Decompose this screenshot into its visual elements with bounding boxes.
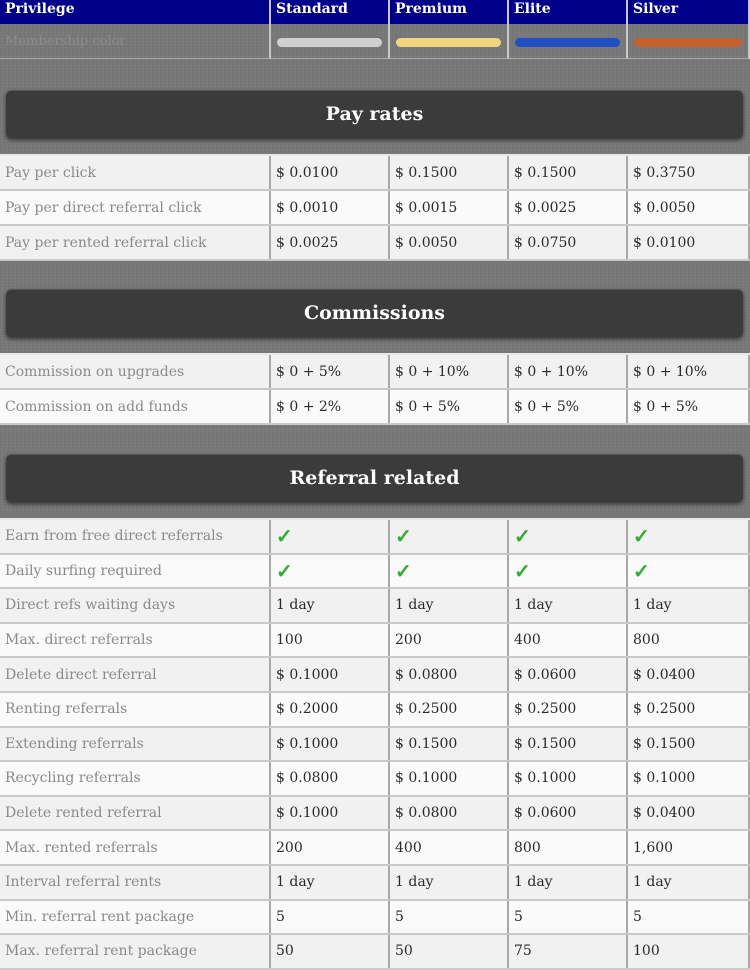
cell-value: $ 0.2500 — [390, 693, 509, 726]
commissions-table — [0, 353, 750, 425]
cell-value: 1 day — [509, 866, 628, 899]
cell-value: 5 — [628, 901, 750, 934]
header-privilege: Privilege — [0, 0, 271, 24]
cell-value: 400 — [390, 831, 509, 864]
cell-value: $ 0.0600 — [509, 797, 628, 830]
cell-value: $ 0.0100 — [271, 156, 390, 189]
table-row — [0, 226, 750, 261]
cell-value: $ 0.1000 — [271, 728, 390, 761]
header-elite: Elite — [509, 0, 628, 24]
cell-value: 5 — [271, 901, 390, 934]
table-row — [0, 762, 750, 797]
referral-related-table — [0, 518, 750, 970]
checkmark-icon: ✓ — [633, 524, 650, 549]
header-premium: Premium — [390, 0, 509, 24]
table-row — [0, 624, 750, 659]
cell-value: 400 — [509, 624, 628, 657]
cell-value: $ 0.1000 — [390, 762, 509, 795]
cell-value: 800 — [509, 831, 628, 864]
row-label: Commission on add funds — [0, 390, 271, 423]
table-row — [0, 901, 750, 936]
section-header-commissions: Commissions — [6, 289, 743, 337]
cell-value: $ 0.1000 — [509, 762, 628, 795]
cell-value — [390, 520, 509, 553]
checkmark-icon: ✓ — [276, 558, 293, 583]
cell-value: $ 0 + 10% — [390, 355, 509, 388]
cell-value: $ 0 + 5% — [390, 390, 509, 423]
row-label: Interval referral rents — [0, 866, 271, 899]
cell-value — [509, 520, 628, 553]
cell-value: $ 0.2000 — [271, 693, 390, 726]
cell-value: 1 day — [271, 866, 390, 899]
cell-value: 1 day — [628, 589, 750, 622]
section-header-referral-related: Referral related — [6, 454, 743, 502]
cell-value: $ 0.1500 — [390, 728, 509, 761]
table-row — [0, 355, 750, 390]
row-label: Extending referrals — [0, 728, 271, 761]
row-label: Direct refs waiting days — [0, 589, 271, 622]
color-swatch-silver — [634, 38, 742, 47]
cell-value: $ 0.0010 — [271, 191, 390, 224]
cell-value: $ 0.2500 — [628, 693, 750, 726]
cell-value: 1 day — [390, 866, 509, 899]
membership-color-label: Membership color — [5, 34, 126, 49]
cell-value — [271, 555, 390, 588]
cell-value: $ 0.0800 — [390, 658, 509, 691]
cell-value: $ 0.1000 — [628, 762, 750, 795]
row-label: Max. rented referrals — [0, 831, 271, 864]
table-row — [0, 728, 750, 763]
cell-value: $ 0.1500 — [509, 156, 628, 189]
cell-value: $ 0 + 10% — [509, 355, 628, 388]
cell-value: $ 0.0050 — [628, 191, 750, 224]
cell-value: 1 day — [628, 866, 750, 899]
cell-value: 800 — [628, 624, 750, 657]
row-label: Min. referral rent package — [0, 901, 271, 934]
cell-value: 5 — [390, 901, 509, 934]
cell-value: 1,600 — [628, 831, 750, 864]
membership-color-row — [0, 24, 750, 59]
membership-color-label-cell — [0, 24, 271, 59]
cell-value — [628, 520, 750, 553]
row-label: Recycling referrals — [0, 762, 271, 795]
cell-value — [509, 555, 628, 588]
row-label: Daily surfing required — [0, 555, 271, 588]
cell-value: $ 0.1500 — [628, 728, 750, 761]
cell-value: $ 0.1500 — [509, 728, 628, 761]
cell-value: $ 0.0025 — [271, 226, 390, 259]
cell-value: 1 day — [390, 589, 509, 622]
table-row — [0, 191, 750, 226]
cell-value: 100 — [271, 624, 390, 657]
checkmark-icon: ✓ — [514, 558, 531, 583]
table-row — [0, 390, 750, 425]
cell-value: $ 0.2500 — [509, 693, 628, 726]
table-row — [0, 156, 750, 191]
cell-value: $ 0 + 5% — [628, 390, 750, 423]
cell-value: 1 day — [271, 589, 390, 622]
cell-value: $ 0 + 5% — [271, 355, 390, 388]
cell-value — [628, 555, 750, 588]
row-label: Pay per click — [0, 156, 271, 189]
cell-value: $ 0.0015 — [390, 191, 509, 224]
cell-value: 200 — [271, 831, 390, 864]
cell-value — [390, 555, 509, 588]
table-row — [0, 693, 750, 728]
checkmark-icon: ✓ — [395, 558, 412, 583]
row-label: Pay per rented referral click — [0, 226, 271, 259]
cell-value: $ 0.0800 — [271, 762, 390, 795]
cell-value: 75 — [509, 935, 628, 968]
color-swatch-elite — [515, 38, 620, 47]
header-standard: Standard — [271, 0, 390, 24]
row-label: Max. direct referrals — [0, 624, 271, 657]
cell-value: $ 0.0050 — [390, 226, 509, 259]
cell-value: $ 0.0750 — [509, 226, 628, 259]
table-row — [0, 589, 750, 624]
cell-value: $ 0 + 10% — [628, 355, 750, 388]
cell-value: $ 0.1000 — [271, 658, 390, 691]
header-silver: Silver — [628, 0, 750, 24]
table-row — [0, 797, 750, 832]
cell-value: $ 0 + 5% — [509, 390, 628, 423]
cell-value: $ 0 + 2% — [271, 390, 390, 423]
checkmark-icon: ✓ — [514, 524, 531, 549]
cell-value: 50 — [271, 935, 390, 968]
table-row — [0, 555, 750, 590]
table-row — [0, 658, 750, 693]
cell-value: $ 0.1500 — [390, 156, 509, 189]
section-header-pay-rates: Pay rates — [6, 90, 743, 138]
cell-value — [271, 520, 390, 553]
row-label: Delete direct referral — [0, 658, 271, 691]
table-row — [0, 935, 750, 970]
color-swatch-standard — [277, 38, 382, 47]
row-label: Renting referrals — [0, 693, 271, 726]
plan-header-row — [0, 0, 750, 24]
cell-value: 100 — [628, 935, 750, 968]
cell-value: 5 — [509, 901, 628, 934]
cell-value: 50 — [390, 935, 509, 968]
checkmark-icon: ✓ — [633, 558, 650, 583]
cell-value: $ 0.0400 — [628, 797, 750, 830]
cell-value: $ 0.1000 — [271, 797, 390, 830]
pay-rates-table — [0, 154, 750, 261]
row-label: Delete rented referral — [0, 797, 271, 830]
cell-value: 1 day — [509, 589, 628, 622]
checkmark-icon: ✓ — [276, 524, 293, 549]
checkmark-icon: ✓ — [395, 524, 412, 549]
color-swatch-premium — [396, 38, 501, 47]
table-row — [0, 520, 750, 555]
row-label: Max. referral rent package — [0, 935, 271, 968]
cell-value: $ 0.0025 — [509, 191, 628, 224]
row-label: Earn from free direct referrals — [0, 520, 271, 553]
cell-value: $ 0.0800 — [390, 797, 509, 830]
cell-value: $ 0.0600 — [509, 658, 628, 691]
cell-value: 200 — [390, 624, 509, 657]
row-label: Commission on upgrades — [0, 355, 271, 388]
row-label: Pay per direct referral click — [0, 191, 271, 224]
table-row — [0, 866, 750, 901]
cell-value: $ 0.0400 — [628, 658, 750, 691]
cell-value: $ 0.3750 — [628, 156, 750, 189]
table-row — [0, 831, 750, 866]
cell-value: $ 0.0100 — [628, 226, 750, 259]
